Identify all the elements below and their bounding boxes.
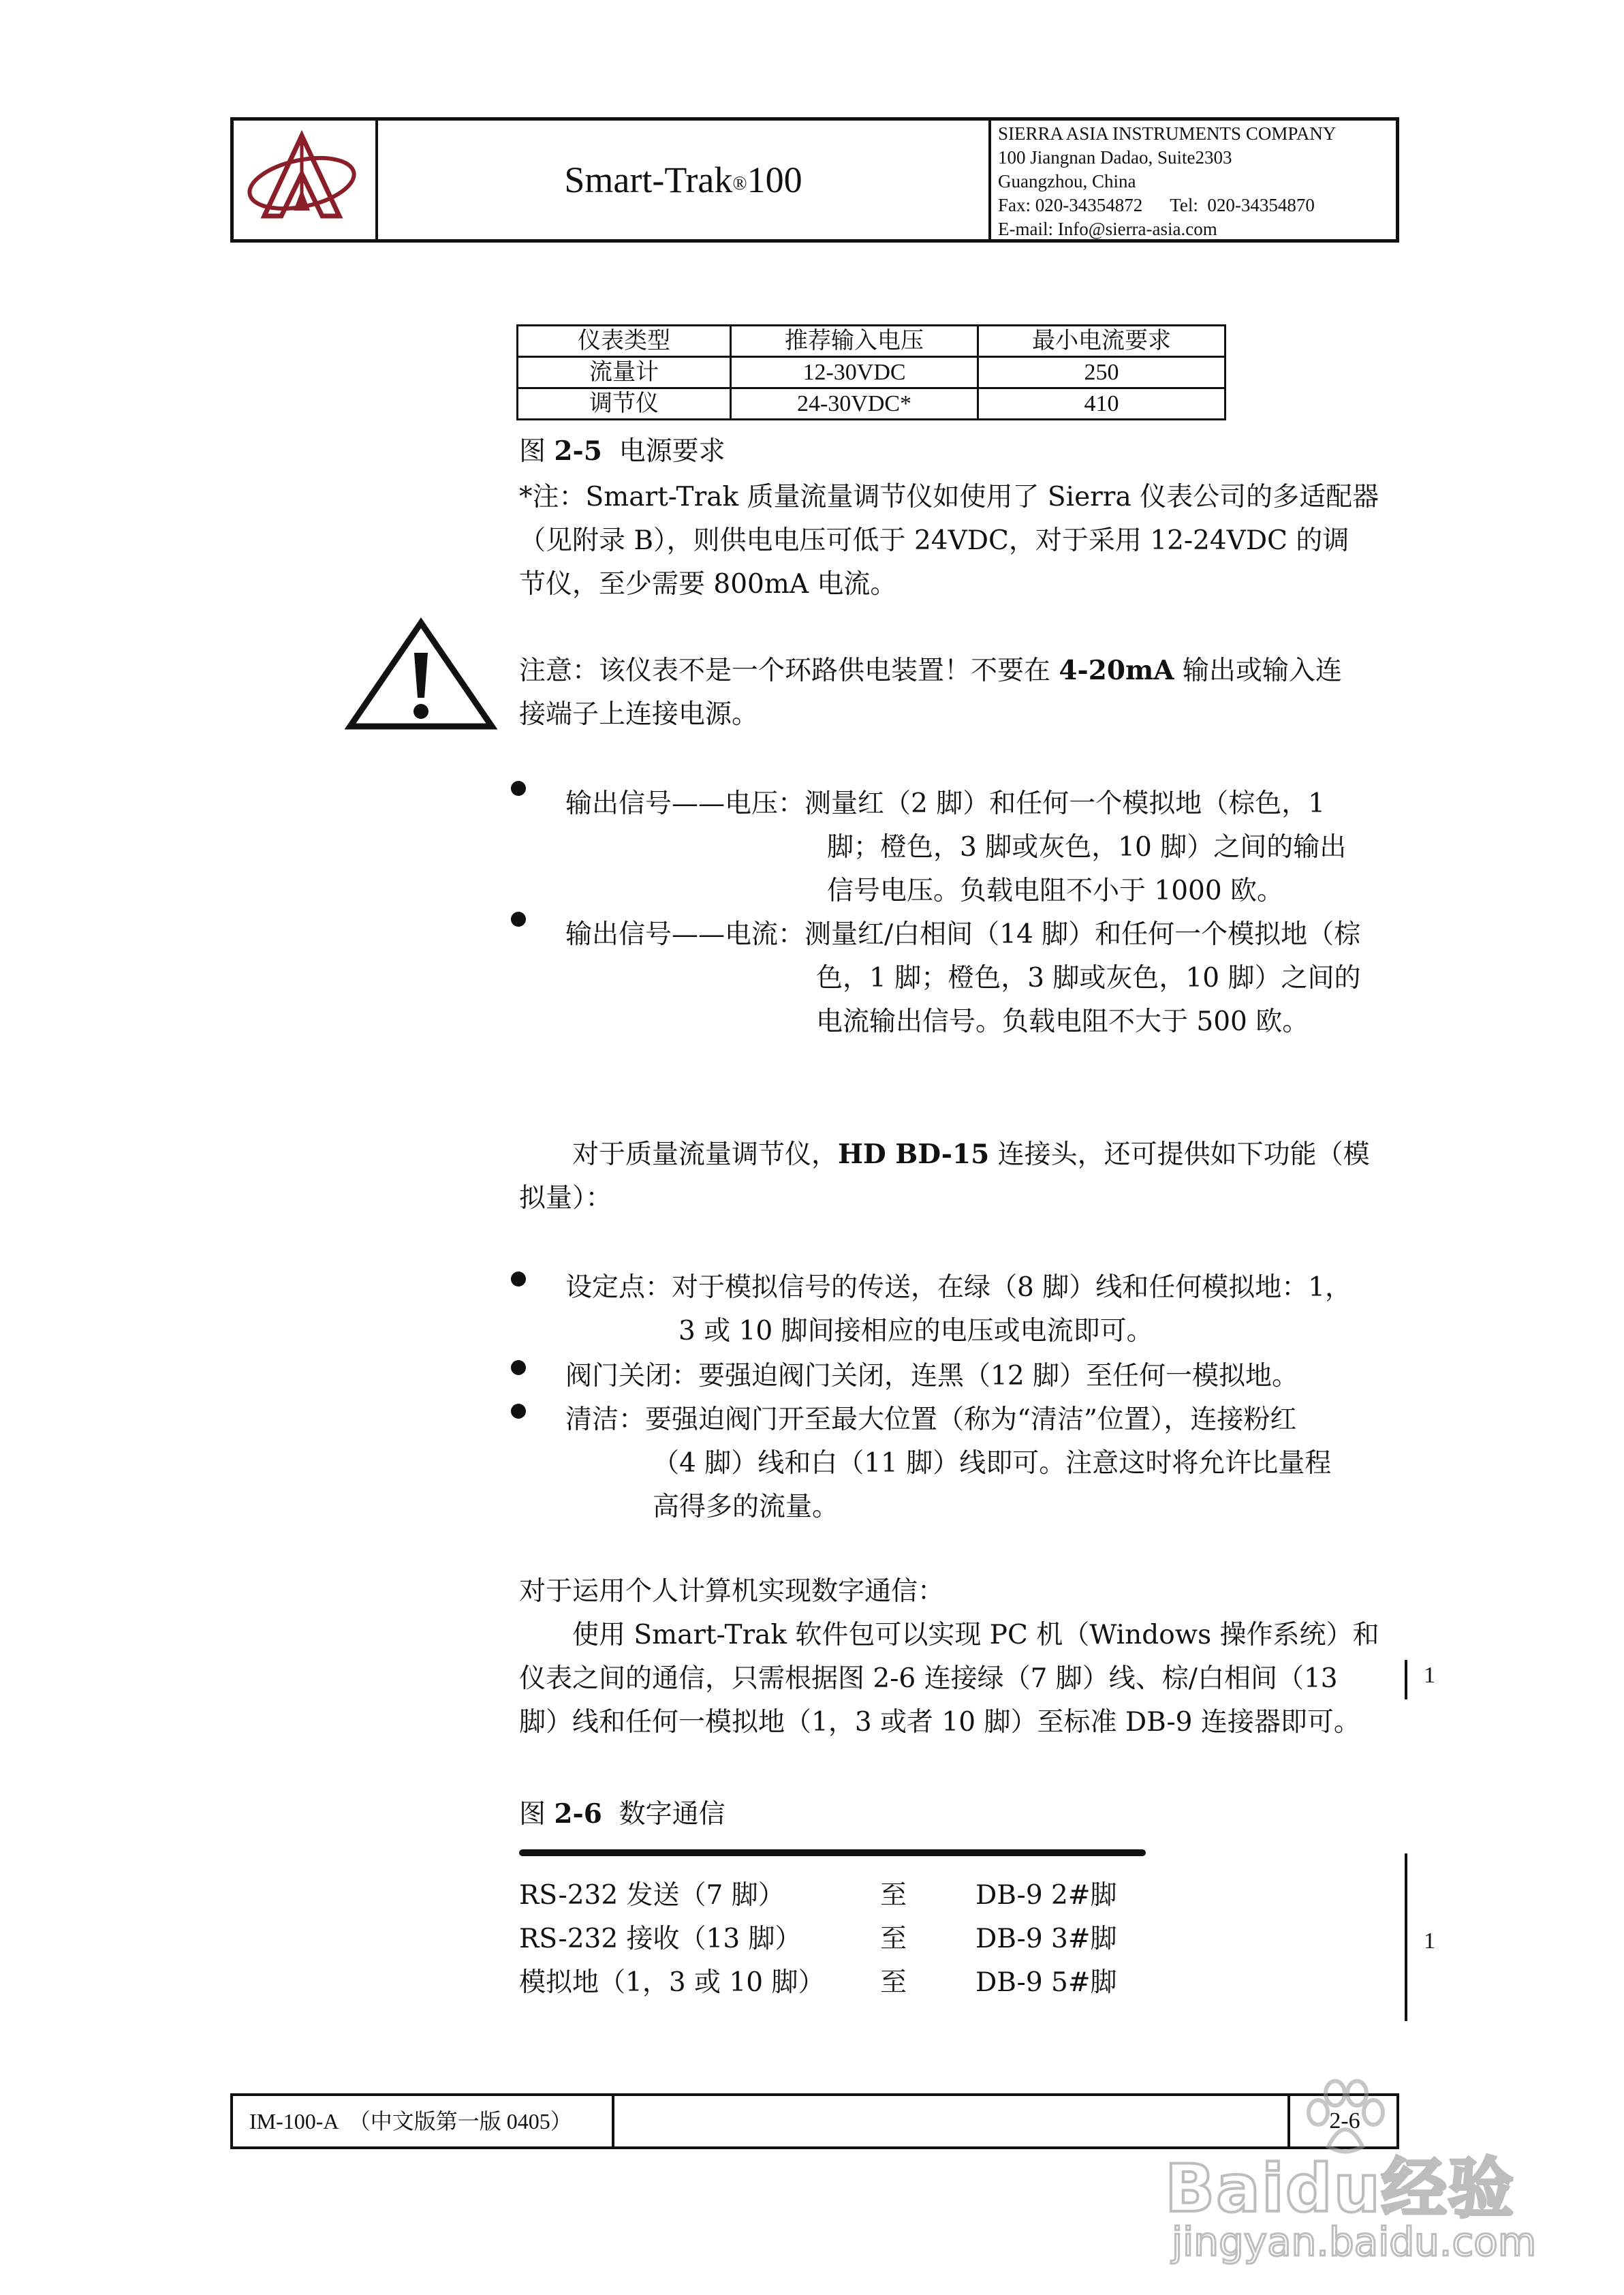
bullet-line: 高得多的流量。 — [653, 1492, 839, 1522]
table-cell: 250 — [978, 357, 1225, 388]
figure-2-5-caption: 图 2-5 电源要求 — [519, 435, 725, 467]
change-bar — [1405, 1660, 1407, 1699]
warning-icon — [345, 617, 497, 733]
company-email: E-mail: Info@sierra-asia.com — [998, 219, 1217, 239]
margin-mark: 1 — [1424, 1663, 1435, 1688]
warning-text: 注意：该仪表不是一个环路供电装置！不要在 4-20mA 输出或输入连 接端子上连接电源。 — [519, 655, 1342, 730]
bullet-icon — [510, 1402, 527, 1423]
list-item — [565, 1398, 1403, 1529]
logo-cell — [234, 121, 378, 239]
section-heading: 对于运用个人计算机实现数字通信： — [519, 1576, 945, 1607]
company-city: Guangzhou, China — [998, 171, 1136, 191]
watermark-brand: Baidu经验 — [1165, 2151, 1515, 2227]
paragraph-line: 仪表之间的通信，只需根据图 2-6 连接绿（7 脚）线、棕/白相间（13 — [519, 1663, 1338, 1694]
baidu-watermark — [1165, 2078, 1546, 2283]
bullet-line: 色，1 脚；橙色，3 脚或灰色，10 脚）之间的 — [816, 963, 1361, 994]
list-item — [565, 1266, 1403, 1353]
company-info — [998, 122, 1400, 241]
bullet-line: 要强迫阀门开至最大位置（称为“清洁”位置），连接粉红 — [645, 1404, 1297, 1435]
list-item — [565, 913, 1396, 1044]
table-header-row — [518, 326, 1225, 357]
table-header-cell: 仪表类型 — [518, 326, 731, 357]
bullet-label: 输出信号——电流： — [565, 919, 805, 950]
connection-row: RS-232 接收（13 脚） 至 DB-9 3#脚 — [519, 1924, 1117, 1954]
power-note — [519, 476, 1391, 606]
power-requirements-table — [516, 324, 1226, 420]
company-name: SIERRA ASIA INSTRUMENTS COMPANY — [998, 123, 1337, 144]
product-title: Smart-Trak ® 100 — [378, 121, 991, 239]
watermark-url: jingyan.baidu.com — [1172, 2219, 1537, 2265]
page-header — [230, 117, 1399, 243]
change-bar — [1405, 1853, 1407, 2021]
note-line: *注：Smart-Trak 质量流量调节仪如使用了 Sierra 仪表公司的多适配器 — [519, 482, 1379, 512]
bullet-label: 设定点： — [565, 1272, 672, 1303]
connection-row: RS-232 发送（7 脚） 至 DB-9 2#脚 — [519, 1880, 1117, 1911]
page-number: 2-6 — [1287, 2096, 1399, 2146]
bullet-line: 3 或 10 脚间接相应的电压或电流即可。 — [678, 1316, 1153, 1346]
bullet-label: 清洁： — [565, 1404, 646, 1435]
bullet-line: 要强迫阀门关闭，连黑（12 脚）至任何一模拟地。 — [698, 1361, 1299, 1391]
list-item — [565, 1355, 1403, 1398]
digital-comm-section — [519, 1570, 1391, 1744]
controller-intro: 对于质量流量调节仪，HD BD-15 连接头，还可提供如下功能（模 拟量）： — [519, 1139, 1370, 1214]
table-cell: 调节仪 — [518, 388, 731, 420]
section-rule — [519, 1849, 1146, 1856]
bullet-line: 测量红/白相间（14 脚）和任何一个模拟地（棕 — [805, 919, 1361, 950]
bullet-icon — [510, 910, 527, 931]
bullet-line: 对于模拟信号的传送，在绿（8 脚）线和任何模拟地：1， — [672, 1272, 1352, 1303]
note-line: （见附录 B），则供电电压可低于 24VDC，对于采用 12-24VDC 的调 — [519, 525, 1349, 556]
table-cell: 流量计 — [518, 357, 731, 388]
paragraph-line: 使用 Smart-Trak 软件包可以实现 PC 机（Windows 操作系统）和 — [572, 1620, 1379, 1650]
bullet-line: 信号电压。负载电阻不小于 1000 欧。 — [827, 876, 1284, 906]
bullet-line: 电流输出信号。负载电阻不大于 500 欧。 — [816, 1006, 1309, 1037]
bullet-line: 测量红（2 脚）和任何一个模拟地（棕色，1 — [805, 788, 1326, 819]
bullet-label: 阀门关闭： — [565, 1361, 699, 1391]
document-id: IM-100-A （中文版第一版 0405） — [233, 2096, 614, 2146]
bullet-line: （4 脚）线和白（11 脚）线即可。注意这时将允许比量程 — [653, 1448, 1332, 1479]
bullet-icon — [510, 1359, 527, 1379]
figure-2-6-caption: 图 2-6 数字通信 — [519, 1798, 725, 1830]
note-line: 节仪，至少需要 800mA 电流。 — [519, 569, 897, 600]
company-address: 100 Jiangnan Dadao, Suite2303 — [998, 147, 1232, 168]
bullet-icon — [510, 780, 527, 800]
table-header-cell: 最小电流要求 — [978, 326, 1225, 357]
list-item — [565, 782, 1383, 913]
paragraph-line: 脚）线和任何一模拟地（1，3 或者 10 脚）至标准 DB-9 连接器即可。 — [519, 1707, 1360, 1738]
table-row — [518, 357, 1225, 388]
bullet-line: 脚；橙色，3 脚或灰色，10 脚）之间的输出 — [827, 832, 1347, 863]
bullet-icon — [510, 1270, 527, 1291]
table-header-cell: 推荐输入电压 — [731, 326, 978, 357]
table-cell: 24-30VDC* — [731, 388, 978, 420]
company-phone: Fax: 020-34354872 Tel: 020-34354870 — [998, 195, 1315, 215]
bullet-label: 输出信号——电压： — [565, 788, 805, 819]
connection-row: 模拟地（1，3 或 10 脚） 至 DB-9 5#脚 — [519, 1967, 1117, 1998]
margin-mark: 1 — [1424, 1928, 1435, 1954]
table-row — [518, 388, 1225, 420]
connection-list — [519, 1874, 1268, 2005]
table-cell: 410 — [978, 388, 1225, 420]
table-cell: 12-30VDC — [731, 357, 978, 388]
company-logo-icon — [234, 121, 370, 236]
